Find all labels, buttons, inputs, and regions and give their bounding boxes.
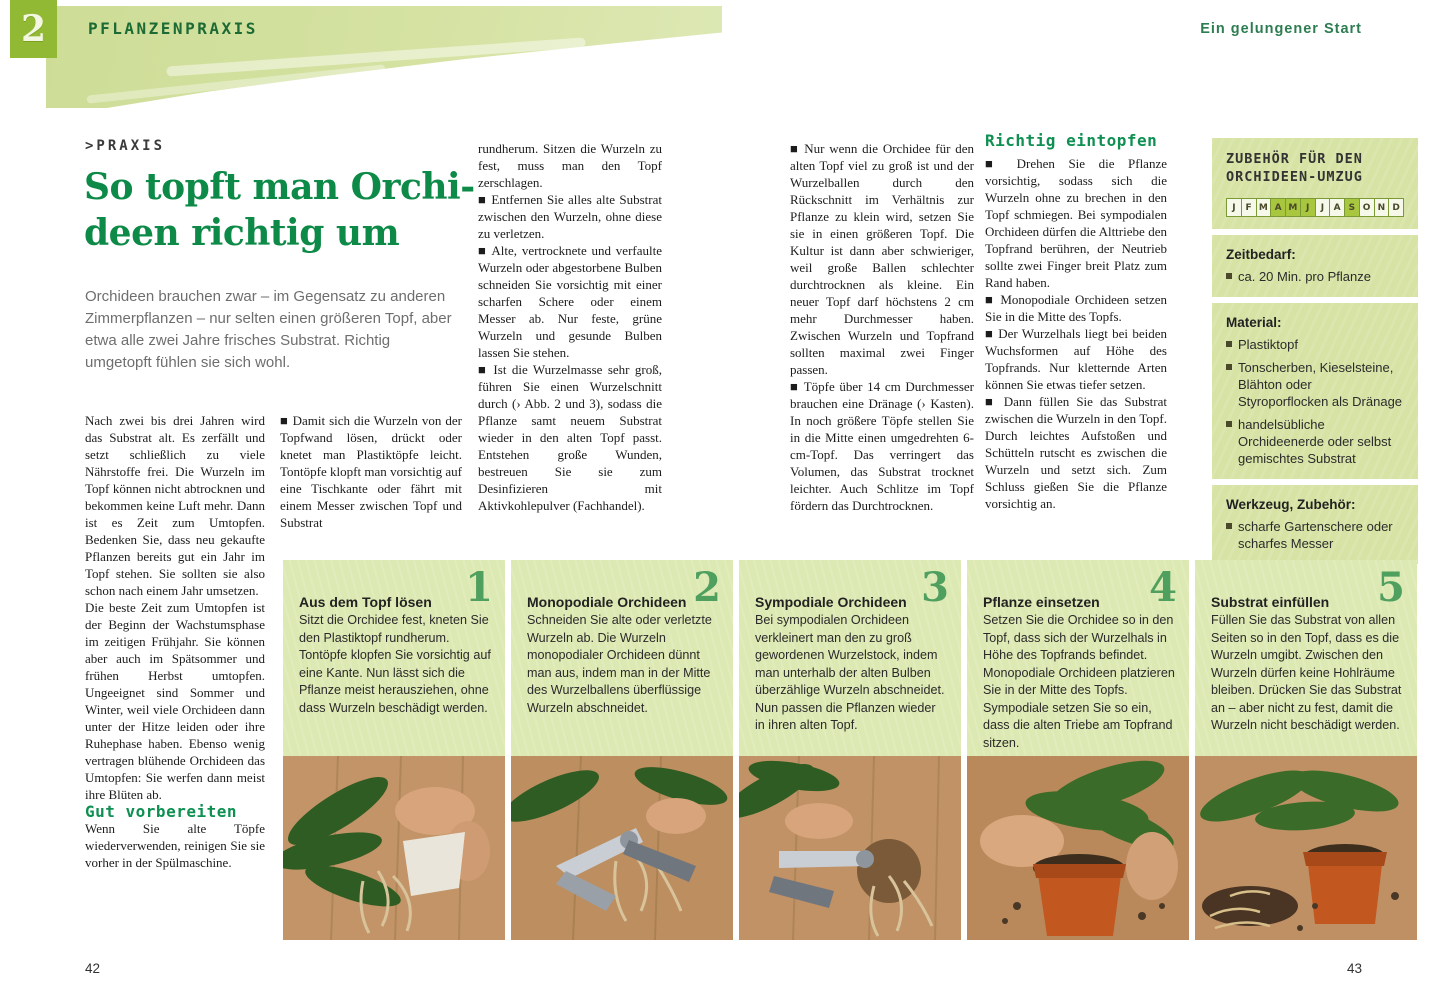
subheading-richtig-eintopfen: Richtig eintopfen [985,131,1158,150]
step-number: 2 [693,564,721,611]
text-column-4 [790,140,974,514]
step-panel-3 [739,560,961,940]
step-title: Aus dem Topf lösen [299,594,432,610]
step-number: 4 [1149,564,1177,611]
step-body: Füllen Sie das Substrat von allen Seiten so in den Topf, dass es die Wurzeln umgibt. Zwischen den Wurzeln dürfen keine Hohlräume bleiben. Drücken Sie das Substrat an – aber nicht zu fest, damit die Wurzeln nicht beschädigt werden. [1211,613,1402,732]
step-title: Pflanze einsetzen [983,594,1100,610]
photo-filling-substrate [1195,756,1417,940]
paragraph: rundherum. Sitzen die Wurzeln zu fest, muss man den Topf zerschlagen. [478,141,662,190]
chapter-number: 2 [20,8,47,50]
list-item-text: Plastiktopf [1238,337,1298,352]
sidebar-title-block [1212,138,1418,229]
step-panel-1 [283,560,505,940]
photo-hands-loosening-orchid [283,756,505,940]
sidebar-title-line2: ORCHIDEEN-UMZUG [1226,169,1363,185]
list-item [1226,416,1404,467]
paragraph: ■ Monopodiale Orchideen setzen Sie in die Mitte des Topfs. [985,292,1167,324]
month-cell-may: M [1286,199,1300,216]
page-number-left: 42 [85,961,101,976]
sidebar-zeitbedarf-block [1212,235,1418,297]
sidebar-heading-zeitbedarf: Zeitbedarf: [1226,247,1296,262]
month-cell-jul: J [1316,199,1330,216]
step-panel-2 [511,560,733,940]
step-panel-4 [967,560,1189,940]
step-text-box [1195,560,1417,756]
paragraph: ■ Damit sich die Wurzeln von der Topfwand lösen, drückt oder knetet man Plastiktöpfe leicht. Tontöpfe klopft man vorsichtig auf eine Tischkante oder fährt mit einem Messer zwischen Topf und Substrat [280,413,462,530]
photo-shears-trimming-rootstock [739,756,961,940]
paragraph: ■ Töpfe über 14 cm Durchmesser brauchen eine Dränage (› Kasten). In noch größere Töpfe stellen Sie in die Mitte einen umgedrehten 6-cm-Topf. Das verringert das Volumen, das Substrat trocknet leichter. Auch Schlitze im Topf fördern das Durchtrocknen. [790,379,974,513]
paragraph: ■ Entfernen Sie alles alte Substrat zwischen den Wurzeln, ohne diese zu verletzen. [478,192,662,241]
paragraph: ■ Drehen Sie die Pflanze vorsichtig, sodass sich die Wurzeln ohne zu brechen in den Topf schmiegen. Bei sympodialen Orchideen dürfen die Alttriebe den Topfrand berühren, der Neutrieb sollte zwei Finger breit Platz zum Rand haben. [985,156,1167,290]
page-number-right: 43 [1346,961,1362,976]
paragraph: ■ Nur wenn die Orchidee für den alten Topf viel zu groß ist und der Wurzelballen durch den Rückschnitt im Verhältnis zur Pflanze zu klein wird, setzen Sie sie in einen größeren Topf. Die Kultur ist dann aber schwieriger, weil große Ballen schlechter durchtrocknen als kleine. Ein neuer Topf darf höchstens 2 cm mehr Durchmesser haben. Zwischen Wurzeln und Topfrand sollten maximal zwei Finger passen. [790,141,974,377]
section-label: PFLANZENPRAXIS [88,19,258,38]
step-photo-1 [283,756,505,940]
month-cell-feb: F [1242,199,1256,216]
step-title: Substrat einfüllen [1211,594,1330,610]
paragraph: ■ Alte, vertrocknete und verfaulte Wurzeln oder abgestorbene Bulben schneiden Sie vorsichtig mit einer scharfen Schere oder einem Messer ab. Nur feste, grüne Wurzeln und gesunde Bulben lassen Sie stehen. [478,243,662,360]
bullet-square-icon [1226,341,1232,347]
subheading-gut-vorbereiten: Gut vorbereiten [85,802,237,821]
article-lead: Orchideen brauchen zwar – im Gegensatz zu anderen Zimmerpflanzen – nur selten einen größeren Topf, aber etwa alle zwei Jahre frisches Substrat. Richtig umgetopft fühlen sie sich wohl. [85,288,452,371]
photo-pruning-shears-cutting-roots [511,756,733,940]
bullet-square-icon [1226,364,1232,370]
step-body: Bei sympodialen Orchideen verkleinert man den zu groß gewordenen Wurzelstock, indem man unterhalb der alten Bulben überzählige Wurzeln abschneidet. Nun passen die Pflanzen wieder in ihren alten Topf. [755,613,945,732]
article-title-line2: deen richtig um [84,212,400,254]
month-cell-apr: A [1271,199,1285,216]
sidebar-werkzeug-block [1212,485,1418,564]
sidebar-material-block [1212,303,1418,479]
text-column-2 [280,412,462,531]
sidebar-heading-material: Material: [1226,315,1282,330]
sidebar-title-line1: ZUBEHÖR FÜR DEN [1226,151,1363,167]
list-item [1226,336,1404,353]
month-cell-oct: O [1360,199,1374,216]
step-body: Setzen Sie die Orchidee so in den Topf, dass sich der Wurzelhals in Höhe des Topfrands befindet. Monopodiale Orchideen platzieren Sie in der Mitte des Topfs. Sympodiale setzen Sie so ein, dass die alten Triebe am Topfrand sitzen. [983,613,1175,750]
step-title: Monopodiale Orchideen [527,594,687,610]
month-cell-jun: J [1301,199,1315,216]
text-column-5 [985,155,1167,512]
sidebar-title [1226,150,1404,186]
month-cell-nov: N [1375,199,1389,216]
step-number: 3 [921,564,949,611]
month-cell-sep: S [1345,199,1359,216]
bullet-square-icon [1226,421,1232,427]
article-title-line1: So topft man Orchi- [84,166,475,208]
month-cell-aug: A [1330,199,1344,216]
month-calendar-strip [1226,198,1404,217]
month-cell-jan: J [1227,199,1241,216]
step-number: 5 [1377,564,1405,611]
brush-streak [166,37,586,76]
step-number: 1 [465,564,493,611]
step-text-box [739,560,961,756]
paragraph: Wenn Sie alte Töpfe wiederverwenden, reinigen Sie sie vorher in der Spülmaschine. [85,821,265,870]
step-text-box [967,560,1189,756]
chapter-number-badge [10,0,57,58]
sidebar-heading-werkzeug: Werkzeug, Zubehör: [1226,497,1356,512]
step-photo-5 [1195,756,1417,940]
step-body: Schneiden Sie alte oder verletzte Wurzeln ab. Die Wurzeln monopodialer Orchideen dünnt man aus, indem man in der Mitte des Wurzelballens überflüssige Wurzeln abschneidet. [527,613,712,715]
step-text-box [511,560,733,756]
article-title [84,164,504,256]
paragraph: Nach zwei bis drei Jahren wird das Substrat alt. Es zerfällt und setzt schließlich zu viele Nährstoffe frei. Die Wurzeln im Topf können nicht abtrocknen und bekommen keine Luft mehr. Dann ist es Zeit zum Umtopfen. Bedenken Sie, dass neu gekaufte Pflanzen bereits gut ein Jahr im Topf stehen. Sie sollten sie also schon nach einem Jahr umsetzen. [85,413,265,598]
list-item-text: Tonscherben, Kieselsteine, Blähton oder Styroporflocken als Dränage [1238,360,1403,409]
month-cell-mar: M [1257,199,1271,216]
header-right-label: Ein gelungener Start [1200,21,1362,37]
text-column-3 [478,140,662,514]
step-photo-3 [739,756,961,940]
month-cell-dec: D [1389,199,1403,216]
article-kicker: >PRAXIS [85,138,166,154]
step-panel-5 [1195,560,1417,940]
step-photo-4 [967,756,1189,940]
list-item-text: handelsübliche Orchideenerde oder selbst gemischtes Substrat [1238,417,1392,466]
paragraph: ■ Dann füllen Sie das Substrat zwischen die Wurzeln in den Topf. Durch leichtes Aufstoßen und Schütteln rutscht es zwischen die Wurzeln und setzt sich. Zum Schluss gießen Sie die Pflanze vorsichtig an. [985,394,1167,511]
list-item-text: ca. 20 Min. pro Pflanze [1238,269,1371,284]
accessories-sidebar [1212,138,1418,570]
paragraph: ■ Der Wurzelhals liegt bei beiden Wuchsformen auf Höhe des Topfrands. Nur kletternde Arten können Sie etwas tiefer setzen. [985,326,1167,392]
bullet-square-icon [1226,273,1232,279]
step-body: Sitzt die Orchidee fest, kneten Sie den Plastiktopf rundherum. Tontöpfe klopfen Sie vorsichtig auf eine Kante. Nun lässt sich die Pflanze meist herausziehen, ohne dass Wurzeln beschädigt werden. [299,613,491,715]
list-item [1226,268,1404,285]
step-photo-2 [511,756,733,940]
step-title: Sympodiale Orchideen [755,594,907,610]
list-item [1226,359,1404,410]
list-item-text: scharfe Gartenschere oder scharfes Messer [1238,519,1393,551]
text-column-1 [85,412,265,871]
paragraph: ■ Ist die Wurzelmasse sehr groß, führen Sie einen Wurzelschnitt durch (› Abb. 2 und 3), sodass die Pflanze samt neuem Substrat wieder in den alten Topf passt. Entstehen große Wunden, bestreuen Sie sie zum Desinfizieren mit Aktivkohlepulver (Fachhandel). [478,362,662,513]
photo-placing-plant-in-pot [967,756,1189,940]
list-item [1226,518,1404,552]
paragraph: Die beste Zeit zum Umtopfen ist der Beginn der Wachstumsphase im zeitigen Frühjahr. Sie können aber auch im Spätsommer und frühen Herbst umtopfen. Ungeeignet sind Sommer und Winter, weil viele Orchideen dann unter der Hitze leiden oder ihre Ruhephase haben. Ebenso wenig vertragen blühende Orchideen das Umtopfen: Sie werfen dann meist ihre Blüten ab. [85,600,265,802]
step-text-box [283,560,505,756]
bullet-square-icon [1226,523,1232,529]
step-by-step-strip [283,560,1418,940]
